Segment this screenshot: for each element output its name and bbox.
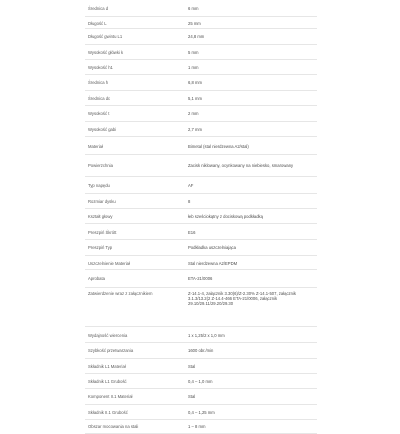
spec-label: Wysokość t	[85, 106, 185, 121]
spec-value: 5 mm	[185, 44, 317, 59]
spec-row	[85, 404, 317, 419]
spec-row	[85, 60, 317, 75]
spec-label: Składnik L1 Grubość	[85, 374, 185, 389]
spec-value: 6,8 mm	[185, 75, 317, 90]
spec-row	[85, 75, 317, 90]
spec-label: Długość L	[85, 16, 185, 28]
spec-value: 24,8 mm	[185, 29, 317, 44]
spec-row	[85, 287, 317, 326]
spec-label: Preszpiń Typ	[85, 240, 185, 255]
spec-value: 1 x 1,25/2 x 1,0 mm	[185, 326, 317, 342]
spec-value: 1 – 8 mm	[185, 420, 317, 433]
spec-table-body	[85, 0, 317, 433]
spec-label: Zatwierdzenie wraz z załącznikiem	[85, 287, 185, 326]
spec-label: Wysokość gabi	[85, 121, 185, 136]
spec-row	[85, 223, 317, 239]
spec-row	[85, 343, 317, 358]
spec-row	[85, 121, 317, 136]
spec-value: AF	[185, 176, 317, 193]
spec-row	[85, 326, 317, 342]
spec-label: Średnica dc	[85, 90, 185, 105]
spec-value: Stal	[185, 358, 317, 373]
spec-table	[85, 0, 317, 434]
spec-row	[85, 137, 317, 155]
spec-row	[85, 0, 317, 16]
spec-label: Powierzchnia	[85, 155, 185, 176]
spec-label: Wysokość główki k	[85, 44, 185, 59]
spec-row	[85, 420, 317, 433]
spec-value: 0,4 – 1,25 mm	[185, 404, 317, 419]
spec-row	[85, 389, 317, 404]
spec-row	[85, 374, 317, 389]
spec-label: Średnica h	[85, 75, 185, 90]
spec-value: 2 mm	[185, 106, 317, 121]
spec-value: 8	[185, 194, 317, 208]
spec-value: 25 mm	[185, 16, 317, 28]
spec-value: 5,1 mm	[185, 90, 317, 105]
spec-label: Wysokość h1	[85, 60, 185, 75]
spec-label: Składnik II.1 Grubość	[85, 404, 185, 419]
spec-row	[85, 194, 317, 208]
spec-label: Długość gwintu L1	[85, 29, 185, 44]
spec-label: Średnica d	[85, 0, 185, 16]
spec-value: Stal	[185, 389, 317, 404]
spec-value: 6 mm	[185, 0, 317, 16]
spec-row	[85, 44, 317, 59]
spec-row	[85, 16, 317, 28]
spec-label: Uszczelnienie Materiał	[85, 255, 185, 269]
spec-row	[85, 106, 317, 121]
spec-row	[85, 270, 317, 287]
spec-label: Wydajność wiercenia	[85, 326, 185, 342]
spec-row	[85, 176, 317, 193]
spec-row	[85, 240, 317, 255]
spec-value: ETA-21/0006	[185, 270, 317, 287]
spec-value: Z-14.1-4, załącznik 3.30(6)/Z-2.30% Z-14.1-507, załącznik 3.1.3/13.2(2 Z-14.4-466 ETA-21/0006, załącznik 29.10/29.11/29.20/29.30	[185, 287, 317, 326]
spec-value: Zacisk niklowany, ocynkowany na niebiesko, smarowany	[185, 155, 317, 176]
spec-value: 2,7 mm	[185, 121, 317, 136]
spec-value: 1 mm	[185, 60, 317, 75]
spec-label: Rozmiar dysku	[85, 194, 185, 208]
spec-row	[85, 155, 317, 176]
spec-value: E16	[185, 223, 317, 239]
spec-label: Preszpiń Śkrótt	[85, 223, 185, 239]
spec-row	[85, 358, 317, 373]
spec-row	[85, 255, 317, 269]
spec-label: Aprobata	[85, 270, 185, 287]
spec-row	[85, 90, 317, 105]
spec-label: Komponent II.1 Materiał	[85, 389, 185, 404]
spec-value: Bimetal (stal nierdzewna A2/stal)	[185, 137, 317, 155]
spec-row	[85, 29, 317, 44]
spec-row	[85, 208, 317, 223]
spec-label: Obszar mocowania na stali	[85, 420, 185, 433]
spec-label: Składnik L1 Materiał	[85, 358, 185, 373]
spec-label: Kształt głowy	[85, 208, 185, 223]
spec-value: Podkładka uszczelniająca	[185, 240, 317, 255]
spec-label: Typ napędu	[85, 176, 185, 193]
spec-value: 0,4 – 1,0 mm	[185, 374, 317, 389]
spec-value: 1600 obr./min	[185, 343, 317, 358]
spec-value: Stal nierdzewna A2/EPDM	[185, 255, 317, 269]
spec-label: Materiał	[85, 137, 185, 155]
spec-label: Szybkość przetwarzania	[85, 343, 185, 358]
spec-value: łeb sześciokątny z dociskową podkładką	[185, 208, 317, 223]
